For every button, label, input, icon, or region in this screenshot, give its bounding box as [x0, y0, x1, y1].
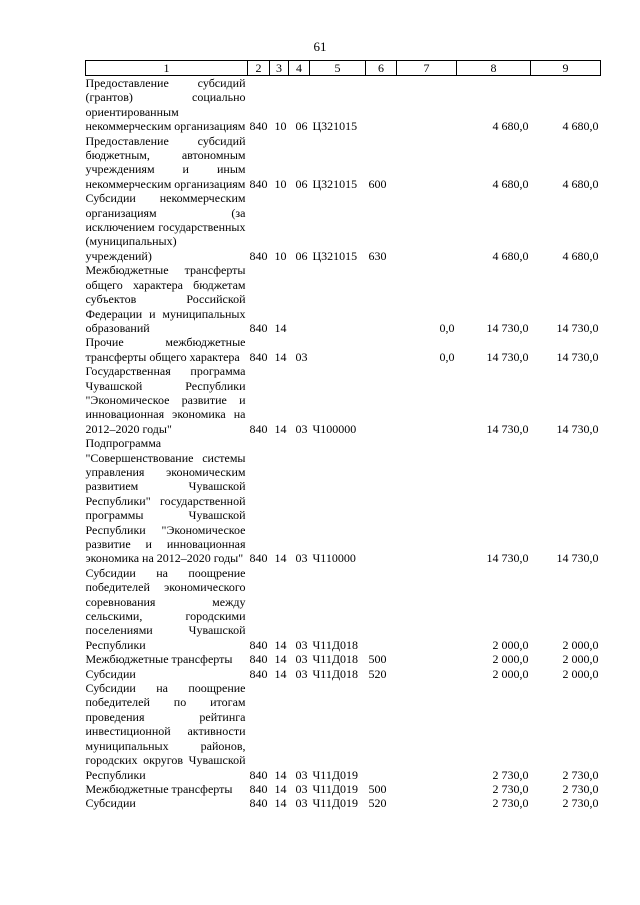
- subsection-code: 03: [295, 666, 308, 681]
- table-row: [86, 191, 601, 263]
- admin-code: 840: [249, 119, 268, 134]
- column-9-value: 14 730,0: [556, 320, 599, 335]
- column-7-value: [397, 134, 457, 192]
- column-8-value: 2 730,0: [492, 796, 529, 811]
- subsection-code: 03: [295, 637, 308, 652]
- target-article-code: [310, 263, 366, 335]
- table-row: [86, 134, 601, 192]
- column-header-2: 2: [248, 61, 270, 76]
- expense-type-code: [366, 335, 397, 364]
- table-row: [86, 796, 601, 810]
- target-article-code: Ч11Д018: [312, 637, 359, 652]
- column-9-value: 14 730,0: [556, 551, 599, 566]
- subsection-code: 03: [295, 796, 308, 811]
- column-8-value: 14 730,0: [486, 320, 529, 335]
- admin-code: 840: [249, 349, 268, 364]
- table-row: [86, 566, 601, 652]
- target-article-code: Ч100000: [312, 421, 357, 436]
- column-9-value: 2 000,0: [562, 637, 599, 652]
- row-name: Предоставление субсидий (грантов) социально ориентированным некоммерческим организациям: [85, 76, 246, 134]
- column-header-1: 1: [86, 61, 248, 76]
- column-9-value: 4 680,0: [562, 176, 599, 191]
- section-code: 14: [274, 796, 287, 811]
- target-article-code: [310, 335, 366, 364]
- table-row: [86, 667, 601, 681]
- row-name: Субсидии на поощрение победителей по итогам проведения рейтинга инвестиционной активности муниципальных районов, городских округов Чувашской Республики: [85, 681, 246, 782]
- column-9-value: 2 730,0: [562, 796, 599, 811]
- admin-code: 840: [249, 551, 268, 566]
- column-7-value: [397, 782, 457, 796]
- column-9-value: 14 730,0: [556, 421, 599, 436]
- expense-type-code: 520: [368, 796, 387, 811]
- section-code: 14: [274, 767, 287, 782]
- row-name: Предоставление субсидий бюджетным, автономным учреждениям и иным некоммерческим организациям: [85, 133, 246, 191]
- column-9-value: 4 680,0: [562, 248, 599, 263]
- column-8-value: 2 000,0: [492, 652, 529, 667]
- subsection-code: 03: [295, 652, 308, 667]
- admin-code: 840: [249, 421, 268, 436]
- subsection-code: 03: [295, 349, 308, 364]
- column-7-value: [397, 681, 457, 782]
- subsection-code: 06: [295, 119, 308, 134]
- target-article-code: Ч11Д018: [312, 666, 359, 681]
- column-8-value: 4 680,0: [492, 176, 529, 191]
- target-article-code: Ч11Д019: [312, 796, 359, 811]
- section-code: 14: [274, 666, 287, 681]
- column-7-value: [397, 364, 457, 436]
- subsection-code: 06: [295, 248, 308, 263]
- section-code: 14: [274, 421, 287, 436]
- column-8-value: 2 000,0: [492, 637, 529, 652]
- section-code: 14: [274, 320, 287, 335]
- admin-code: 840: [249, 666, 268, 681]
- target-article-code: Ц321015: [312, 176, 358, 191]
- admin-code: 840: [249, 767, 268, 782]
- section-code: 14: [274, 551, 287, 566]
- expense-type-code: 500: [368, 781, 387, 796]
- subsection-code: 03: [295, 767, 308, 782]
- column-8-value: 4 680,0: [492, 248, 529, 263]
- section-code: 14: [274, 637, 287, 652]
- row-name: Межбюджетные трансферты общего характера бюджетам субъектов Российской Федерации и муниципальных образований: [85, 263, 246, 335]
- column-7-value: [397, 667, 457, 681]
- row-name: Субсидии: [85, 796, 136, 811]
- admin-code: 840: [249, 637, 268, 652]
- header-row: [86, 61, 601, 76]
- expense-type-code: 520: [368, 666, 387, 681]
- column-9-value: 2 730,0: [562, 767, 599, 782]
- column-9-value: 2 000,0: [562, 652, 599, 667]
- row-name: Межбюджетные трансферты: [85, 652, 233, 667]
- column-header-7: 7: [397, 61, 457, 76]
- table-body: [86, 76, 601, 811]
- row-name: Субсидии: [85, 666, 136, 681]
- table-row: [86, 263, 601, 335]
- row-name: Государственная программа Чувашской Республики "Экономическое развитие и инновационная экономика на 2012–2020 годы": [85, 364, 246, 436]
- column-8-value: 2 000,0: [492, 666, 529, 681]
- expense-type-code: [366, 364, 397, 436]
- target-article-code: Ч11Д019: [312, 767, 359, 782]
- column-header-9: 9: [531, 61, 601, 76]
- column-8-value: 14 730,0: [486, 421, 529, 436]
- column-7-value: [397, 652, 457, 666]
- table-row: [86, 652, 601, 666]
- column-8-value: 14 730,0: [486, 551, 529, 566]
- row-name: Субсидии на поощрение победителей экономического соревнования между сельскими, городскими поселениями Чувашской Республики: [85, 565, 246, 652]
- column-8-value: 14 730,0: [486, 349, 529, 364]
- column-8-value: 4 680,0: [492, 119, 529, 134]
- column-header-5: 5: [310, 61, 366, 76]
- subsection-code: 03: [295, 421, 308, 436]
- expense-type-code: [366, 436, 397, 566]
- section-code: 14: [274, 781, 287, 796]
- row-name: Прочие межбюджетные трансферты общего характера: [85, 335, 246, 364]
- table-row: [86, 335, 601, 364]
- target-article-code: Ч11Д019: [312, 781, 359, 796]
- section-code: 10: [274, 176, 287, 191]
- column-9-value: 4 680,0: [562, 119, 599, 134]
- column-7-value: [397, 436, 457, 566]
- subsection-code: 03: [295, 551, 308, 566]
- section-code: 10: [274, 119, 287, 134]
- column-header-8: 8: [457, 61, 531, 76]
- column-7-value: 0,0: [439, 349, 455, 364]
- column-7-value: [397, 191, 457, 263]
- section-code: 10: [274, 248, 287, 263]
- expense-type-code: [366, 566, 397, 652]
- column-7-value: 0,0: [439, 320, 455, 335]
- expense-type-code: 500: [368, 652, 387, 667]
- admin-code: 840: [249, 176, 268, 191]
- column-9-value: 2 730,0: [562, 781, 599, 796]
- budget-table: [85, 60, 601, 811]
- column-7-value: [397, 796, 457, 810]
- target-article-code: Ц321015: [312, 248, 358, 263]
- column-7-value: [397, 76, 457, 134]
- column-header-3: 3: [270, 61, 289, 76]
- admin-code: 840: [249, 796, 268, 811]
- column-8-value: 2 730,0: [492, 781, 529, 796]
- section-code: 14: [274, 349, 287, 364]
- column-header-6: 6: [366, 61, 397, 76]
- admin-code: 840: [249, 320, 268, 335]
- section-code: 14: [274, 652, 287, 667]
- expense-type-code: 600: [368, 176, 387, 191]
- row-name: Субсидии некоммерческим организациям (за исключением государственных (муниципальных) учреждений): [85, 191, 246, 263]
- target-article-code: Ч110000: [312, 551, 356, 566]
- column-header-4: 4: [289, 61, 310, 76]
- column-7-value: [397, 566, 457, 652]
- expense-type-code: [366, 76, 397, 134]
- target-article-code: Ц321015: [312, 119, 358, 134]
- table-row: [86, 782, 601, 796]
- table-header: [86, 61, 601, 76]
- page-number: 61: [313, 39, 327, 54]
- subsection-code: 06: [295, 176, 308, 191]
- subsection-code: [289, 263, 310, 335]
- expense-type-code: 630: [368, 248, 387, 263]
- row-name: Подпрограмма "Совершенствование системы управления экономическим развитием Чувашской Республики" государственной программы Чувашской Республики "Экономическое развитие и инновационная экономика на 2012–2020 годы": [85, 436, 246, 566]
- row-name: Межбюджетные трансферты: [85, 781, 233, 796]
- expense-type-code: [366, 681, 397, 782]
- subsection-code: 03: [295, 781, 308, 796]
- column-8-value: 2 730,0: [492, 767, 529, 782]
- expense-type-code: [366, 263, 397, 335]
- admin-code: 840: [249, 781, 268, 796]
- admin-code: 840: [249, 248, 268, 263]
- table-row: [86, 364, 601, 436]
- table-row: [86, 681, 601, 782]
- admin-code: 840: [249, 652, 268, 667]
- target-article-code: Ч11Д018: [312, 652, 359, 667]
- column-9-value: 2 000,0: [562, 666, 599, 681]
- column-9-value: 14 730,0: [556, 349, 599, 364]
- table-row: [86, 436, 601, 566]
- table-row: [86, 76, 601, 134]
